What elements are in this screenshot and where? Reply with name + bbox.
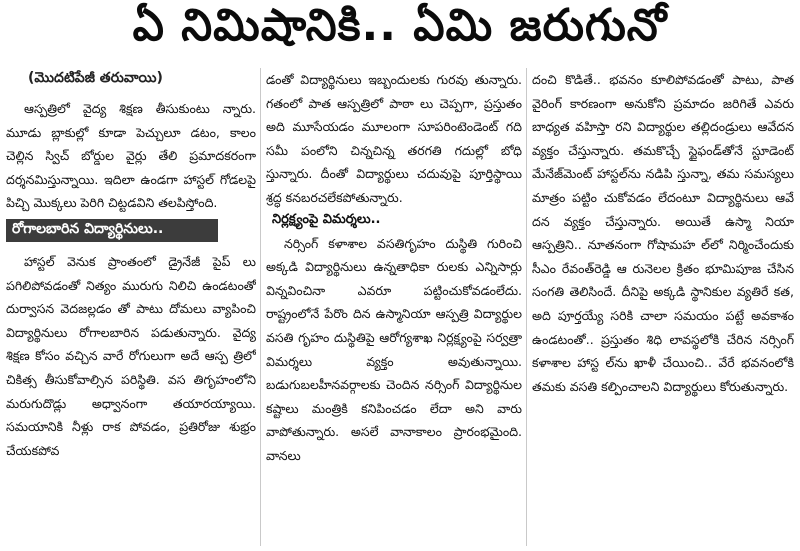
section-subheading: రోగాలబారిన విద్యార్థినులు.. [6,219,218,242]
article-paragraph: దంచి కొడితే.. భవనం కూలిపోవడంతో పాటు, పాత వైరింగ్ కారణంగా అనుకోని ప్రమాదం జరిగితే ఎవరు బాధ్యత వహిస్తా రని విద్యార్థుల తల్లిదండ్రులు ఆవేదన వ్యక్తం చేస్తున్నారు. తమకొచ్చే స్టైఫండ్‌తోనే స్టూడెంట్ మేనేజ్‌మెంట్ హాస్టల్‌ను నడిపి స్తున్నా, తమ సమస్యలు మాత్రం పట్టిం చుకోవడం లేదంటూ విద్యార్థినులు ఆవే దన వ్యక్తం చేస్తున్నారు. అయితే ఉస్మా నియా ఆస్పత్రిని.. నూతనంగా గోషామహ ల్‌లో నిర్మించేందుకు సీఎం రేవంత్‌రెడ్డి ఆ రునెలల క్రితం భూమిపూజ చేసిన సంగతి తెలిసిందే. దీనిపై అక్కడి స్థానికుల వ్యతిరే కత, అది పూర్తయ్యే సరికి చాలా సమయం పట్టే అవకాశం ఉండటంతో.. ప్రస్తుతం శిధి లావస్థలోకి చేరిన నర్సింగ్ కళాశాల హాస్ట ల్‌ను ఖాళీ చేయించి.. వేరే భవనంలోకి తమకు వసతి కల్పించాలని విద్యార్థులు కోరుతున్నారు. [532,72,794,394]
article-paragraph: నర్సింగ్ కళాశాల వసతిగృహం దుస్థితి గురించి అక్కడి విద్యార్థినులు ఉన్నతాధికా రులకు ఎన్నిసార్లు విన్నవించినా ఎవరూ పట్టించుకోవడంలేదు. రాష్ట్రంలోనే పేరొం దిన ఉస్మానియా ఆస్పత్రి విద్యార్థుల వసతి గృహం దుస్థితిపై ఆరోగ్యశాఖ నిర్లక్ష్యంపై సర్వత్రా విమర్శలు వ్యక్తం అవుతున్నాయి. బడుగుబలహీనవర్గాలకు చెందిన నర్సింగ్ విద్యార్థినుల కష్టాలు మంత్రికి కనిపించడం లేదా అని వారు వాపోతున్నారు. అసలే వానాకాలం ప్రారంభమైంది. వానలు [266,235,522,463]
article-paragraph: హాస్టల్ వెనుక ప్రాంతంలో డ్రైనేజీ పైప్ లు పగిలిపోవడంతో నిత్యం మురుగు నిలిచి ఉండటంతో దుర్వాసన వెదజల్లడం తో పాటు దోమలు వ్యాపించి విద్యార్థినులు రోగాలబారిన పడుతున్నారు. వైద్య శిక్షణ కోసం వచ్చిన వారే రోగులుగా అదే ఆస్ప త్రిలో చికిత్స తీసుకోవాల్సిన పరిస్థితి. వస తిగృహంలోని మరుగుదొడ్లు అధ్వానంగా తయారయ్యాయి. సమయానికి నీళ్లు రాక పోవడం, ప్రతిరోజు శుభ్రం చేయకపోవ [6,253,256,458]
headline: ఏ నిమిషానికి.. ఏమి జరుగునో [132,0,668,51]
section-subheading: నిర్లక్ష్యంపై విమర్శలు.. [272,211,381,227]
column-divider [526,68,527,546]
article-paragraph: ఆస్పత్రిలో వైద్య శిక్షణ తీసుకుంటు న్నారు. మూడు బ్లాకుల్లో కూడా పెచ్చులూ డటం, కాలం చెల్లిన స్విచ్ బోర్డుల వైర్లు తేలి ప్రమాదకరంగా దర్శనమిస్తున్నాయి. ఇదిలా ఉండగా హాస్టల్ గోడలపై పిచ్చి మొక్కలు పెరిగి చిట్టడవిని తలపిస్తోంది. [6,101,256,211]
article-column-1 [6,68,256,546]
article-column-3 [532,68,794,546]
article-paragraph: డంతో విద్యార్థినులు ఇబ్బందులకు గురవు తున్నారు. గతంలో పాత ఆస్పత్రిలో పాఠా లు చెప్పగా, ప్రస్తుతం అది మూసేయడం మూలంగా సూపరింటెండెంట్ గది సమీ పంలోని చిన్నచిన్న తరగతి గదుల్లో బోధి స్తున్నారు. దీంతో విద్యార్థులు చదువుపై పూర్తిస్థాయి శ్రద్ధ కనబరచలేకపోతున్నారు. [266,72,522,205]
article-column-2 [266,68,522,546]
column-divider [260,68,261,546]
continued-from-front-page-label: (మొదటిపేజీ తరువాయి) [28,70,163,86]
